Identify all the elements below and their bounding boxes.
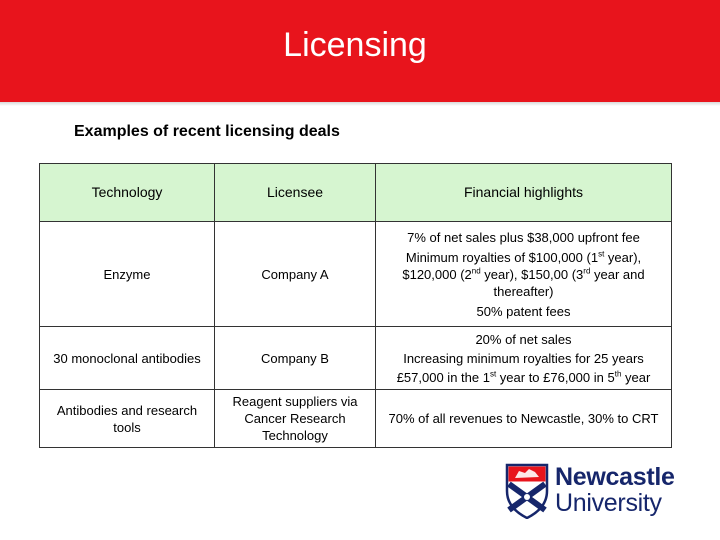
highlight-line: Increasing minimum royalties for 25 years xyxy=(403,350,644,366)
technology-cell: Enzyme xyxy=(40,222,215,327)
column-header-licensee: Licensee xyxy=(215,164,376,222)
highlight-line: 70% of all revenues to Newcastle, 30% to CRT xyxy=(388,411,659,426)
table-caption: Examples of recent licensing deals xyxy=(74,123,340,140)
newcastle-university-logo xyxy=(505,463,675,519)
logo-line-2: University xyxy=(555,489,662,517)
licensee-cell: Company A xyxy=(215,222,376,327)
highlight-line: Minimum royalties of $100,000 (1st year), $120,000 (2nd year), $150,00 (3rd year and thereafter) xyxy=(402,249,645,299)
highlight-line: £57,000 in the 1st year to £76,000 in 5th year xyxy=(396,369,651,385)
page-title: Licensing xyxy=(283,26,427,64)
column-header-technology: Technology xyxy=(40,164,215,222)
highlights-cell xyxy=(376,390,672,448)
column-header-financial-highlights: Financial highlights xyxy=(376,164,672,222)
highlight-line: 7% of net sales plus $38,000 upfront fee xyxy=(407,229,640,245)
table-header-row xyxy=(40,164,672,222)
highlight-line: 20% of net sales xyxy=(475,331,572,347)
logo-line-1: Newcastle xyxy=(555,463,675,491)
highlight-line: 50% patent fees xyxy=(476,303,571,319)
highlights-cell xyxy=(376,327,672,390)
technology-cell: 30 monoclonal antibodies xyxy=(40,327,215,390)
highlights-cell xyxy=(376,222,672,327)
licensing-deals-table xyxy=(39,163,672,448)
university-name xyxy=(555,464,675,516)
table-row xyxy=(40,222,672,327)
table-row xyxy=(40,327,672,390)
table-row xyxy=(40,390,672,448)
technology-cell: Antibodies and research tools xyxy=(40,390,215,448)
licensee-cell: Reagent suppliers via Cancer Research Technology xyxy=(215,390,376,448)
licensee-cell: Company B xyxy=(215,327,376,390)
title-bar-shadow xyxy=(0,102,720,106)
university-crest-icon xyxy=(505,463,549,519)
